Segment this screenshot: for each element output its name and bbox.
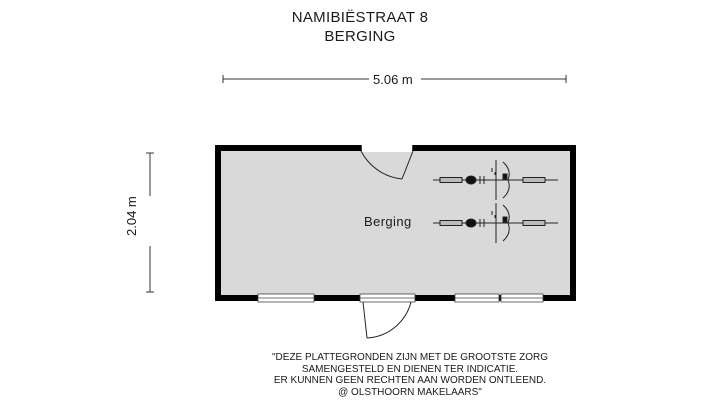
width-dimension-label: 5.06 m [373,72,413,87]
disclaimer-line: @ OLSTHOORN MAKELAARS" [338,386,482,398]
window-right-2 [501,294,543,302]
plan-title: NAMIBIËSTRAAT 8 [291,9,429,26]
bottom-door-swing [363,302,411,338]
height-dimension-label: 2.04 m [124,196,139,236]
top-door-opening [361,144,413,152]
height-dimension-line [146,153,154,292]
window-right-1 [455,294,499,302]
room-label: Berging [364,214,412,229]
window-left [258,294,314,302]
plan-subtitle: BERGING [324,28,396,45]
disclaimer [260,352,560,398]
disclaimer-line: SAMENGESTELD EN DIENEN TER INDICATIE. [301,363,519,375]
disclaimer-line: ER KUNNEN GEEN RECHTEN AAN WORDEN ONTLEEND. [273,375,547,386]
bottom-door [360,294,415,302]
disclaimer-line: "DEZE PLATTEGRONDEN ZIJN MET DE GROOTSTE ZORG [272,352,548,363]
